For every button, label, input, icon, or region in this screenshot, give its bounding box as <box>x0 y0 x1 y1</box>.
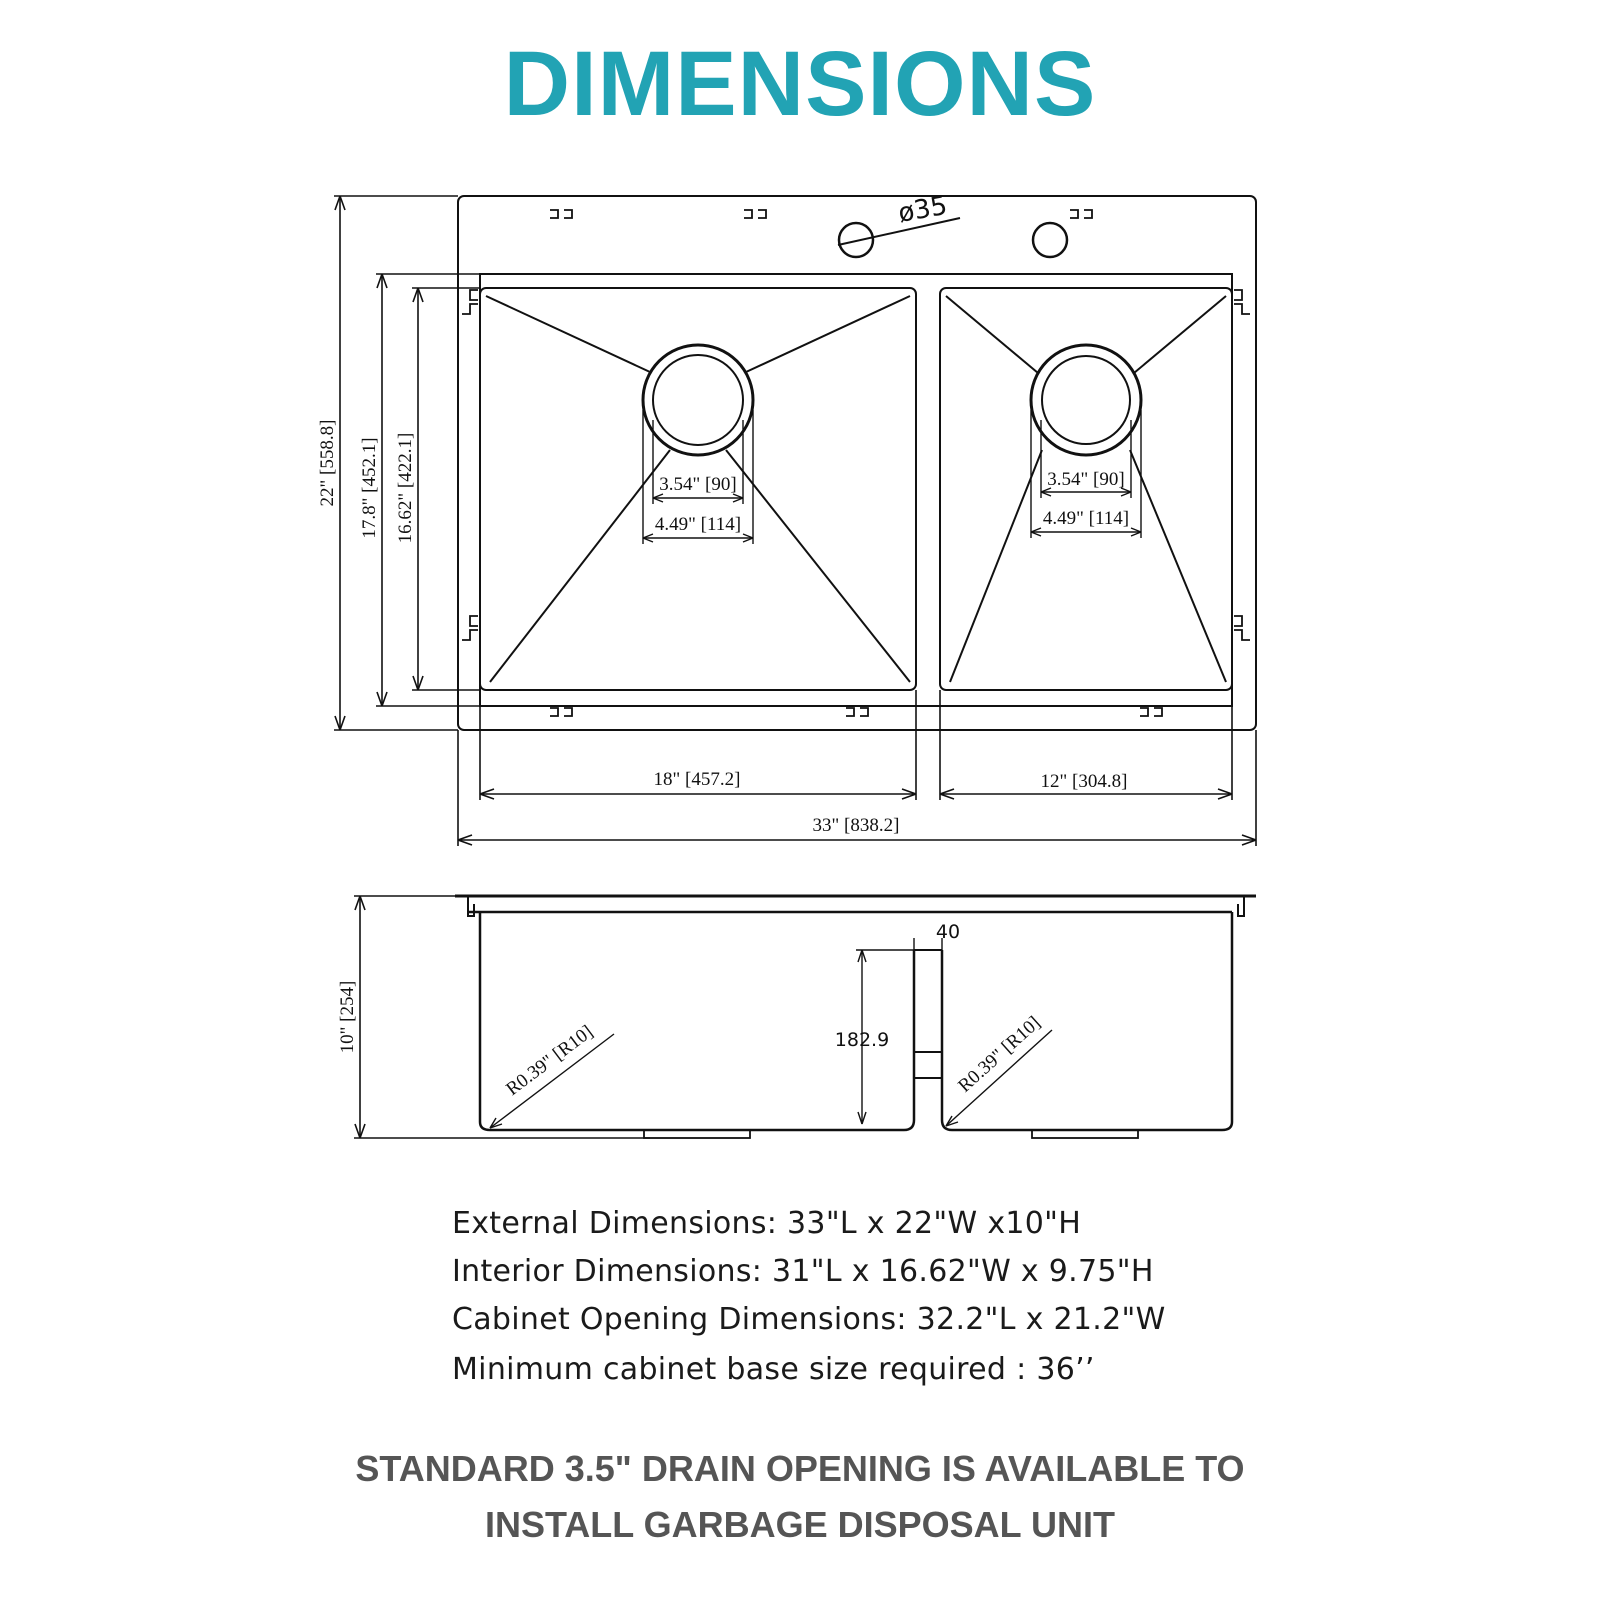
right-radius-label: R0.39" [R10] <box>954 1012 1045 1097</box>
drain-note-line-2: INSTALL GARBAGE DISPOSAL UNIT <box>484 1504 1116 1545</box>
spec-cabinet-opening: Cabinet Opening Dimensions: 32.2"L x 21.2"W <box>452 1302 1166 1337</box>
mounting-clips <box>462 210 1250 716</box>
side-view <box>337 896 1256 1138</box>
left-drain-inner-dim: 3.54" [90] <box>659 474 737 495</box>
left-drain-inner-ring <box>653 355 743 445</box>
divider-thickness-label: 40 <box>935 921 961 943</box>
dim-flange-width: 17.8" [452.1] <box>359 437 380 539</box>
dim-bowl-width: 16.62" [422.1] <box>395 432 416 544</box>
right-bowl-profile <box>942 912 1232 1130</box>
page-title: DIMENSIONS <box>503 33 1097 135</box>
faucet-hole-label: ø35 <box>896 190 950 229</box>
center-divider <box>914 950 942 1078</box>
side-rim-lip-right <box>1238 896 1244 916</box>
spec-external-dimensions: External Dimensions: 33"L x 22"W x10"H <box>452 1206 1082 1241</box>
right-drain-inner-dim: 3.54" [90] <box>1047 469 1125 490</box>
right-drain-outer-dim: 4.49" [114] <box>1042 508 1130 529</box>
right-drain-inner-ring <box>1042 356 1130 444</box>
dim-total-width: 22" [558.8] <box>317 419 338 507</box>
divider-height-label: 182.9 <box>834 1029 890 1051</box>
top-view <box>317 191 1256 846</box>
side-height-label: 10" [254] <box>337 980 358 1054</box>
spec-interior-dimensions: Interior Dimensions: 31"L x 16.62"W x 9.75"H <box>452 1254 1154 1289</box>
right-drain-outer-ring <box>1031 345 1141 455</box>
left-bowl-length: 18" [457.2] <box>653 769 741 790</box>
sink-flange-outline <box>480 274 1232 706</box>
faucet-hole-right <box>1033 223 1067 257</box>
right-bowl-length: 12" [304.8] <box>1040 771 1128 792</box>
left-bowl-profile <box>480 912 914 1130</box>
left-radius-label: R0.39" [R10] <box>502 1021 598 1100</box>
left-drain-outer-dim: 4.49" [114] <box>654 514 742 535</box>
drain-note-line-1: STANDARD 3.5" DRAIN OPENING IS AVAILABLE TO <box>355 1448 1245 1489</box>
total-length: 33" [838.2] <box>812 815 900 836</box>
side-height-dimension <box>354 896 650 1138</box>
spec-minimum-cabinet: Minimum cabinet base size required : 36’’ <box>452 1352 1095 1387</box>
left-drain-outer-ring <box>643 345 753 455</box>
